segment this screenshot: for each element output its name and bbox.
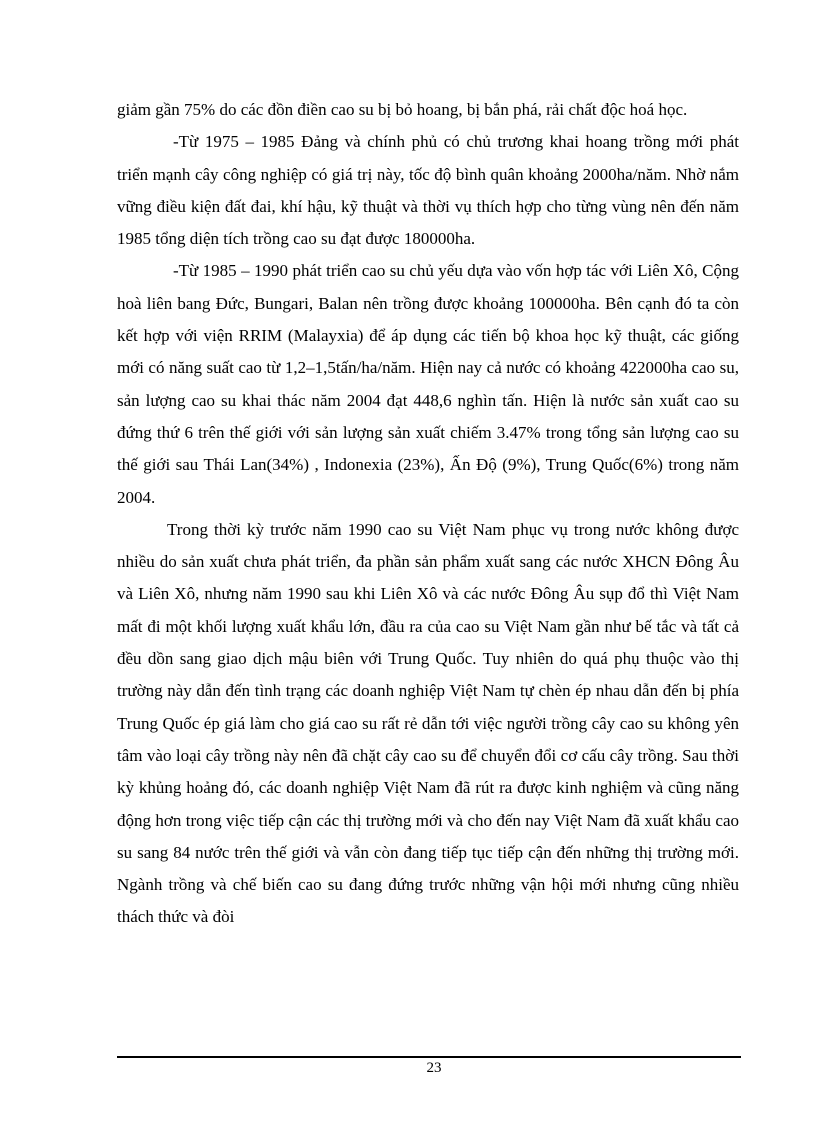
page-number: 23 (426, 1060, 442, 1076)
paragraph-1975-1985: -Từ 1975 – 1985 Đảng và chính phủ có chủ trương khai hoang trồng mới phát triển mạnh cây công nghiệp có giá trị này, tốc độ bình quân khoảng 2000ha/năm. Nhờ nắm vững điều kiện đất đai, khí hậu, kỹ thuật và thời vụ thích hợp cho từng vùng nên đến năm 1985 tổng diện tích trồng cao su đạt được 180000ha. (117, 132, 739, 249)
page-body (117, 94, 739, 934)
paragraph-1985-1990: -Từ 1985 – 1990 phát triển cao su chủ yếu dựa vào vốn hợp tác với Liên Xô, Cộng hoà liên bang Đức, Bungari, Balan nên trồng được khoảng 100000ha. Bên cạnh đó ta còn kết hợp với viện RRIM (Malayxia) để áp dụng các tiến bộ khoa học kỹ thuật, các giống mới có năng suất cao từ 1,2–1,5tấn/ha/năm. Hiện nay cả nước có khoảng 422000ha cao su, sản lượng cao su khai thác năm 2004 đạt 448,6 nghìn tấn. Hiện là nước sản xuất cao su đứng thứ 6 trên thế giới với sản lượng sản xuất chiếm 3.47% trong tổng sản lượng cao su thế giới sau Thái Lan(34%) , Indonexia (23%), Ấn Độ (9%), Trung Quốc(6%) trong năm 2004. (117, 261, 739, 507)
paragraph-continuation: giảm gần 75% do các đồn điền cao su bị bỏ hoang, bị bắn phá, rải chất độc hoá học. (117, 100, 688, 119)
footer-divider (117, 1056, 741, 1058)
paragraph-before-1990: Trong thời kỳ trước năm 1990 cao su Việt Nam phục vụ trong nước không được nhiều do sản xuất chưa phát triển, đa phần sản phẩm xuất sang các nước XHCN Đông Âu và Liên Xô, nhưng năm 1990 sau khi Liên Xô và các nước Đông Âu sụp đổ thì Việt Nam mất đi một khối lượng xuất khẩu lớn, đầu ra của cao su Việt Nam gần như bế tắc và tất cả đều dồn sang giao dịch mậu biên với Trung Quốc. Tuy nhiên do quá phụ thuộc vào thị trường này dẫn đến tình trạng các doanh nghiệp Việt Nam tự chèn ép nhau dẫn đến bị phía Trung Quốc ép giá làm cho giá cao su rất rẻ dẫn tới việc người trồng cây cao su không yên tâm vào loại cây trồng này nên đã chặt cây cao su để chuyển đổi cơ cấu cây trồng. Sau thời kỳ khủng hoảng đó, các doanh nghiệp Việt Nam đã rút ra được kinh nghiệm và cũng năng động hơn trong việc tiếp cận các thị trường mới và cho đến nay Việt Nam đã xuất khẩu cao su sang 84 nước trên thế giới và vẫn còn đang tiếp tục tiếp cận đến những thị trường mới. Ngành trồng và chế biến cao su đang đứng trước những vận hội mới nhưng cũng nhiều thách thức và đòi (117, 519, 739, 927)
